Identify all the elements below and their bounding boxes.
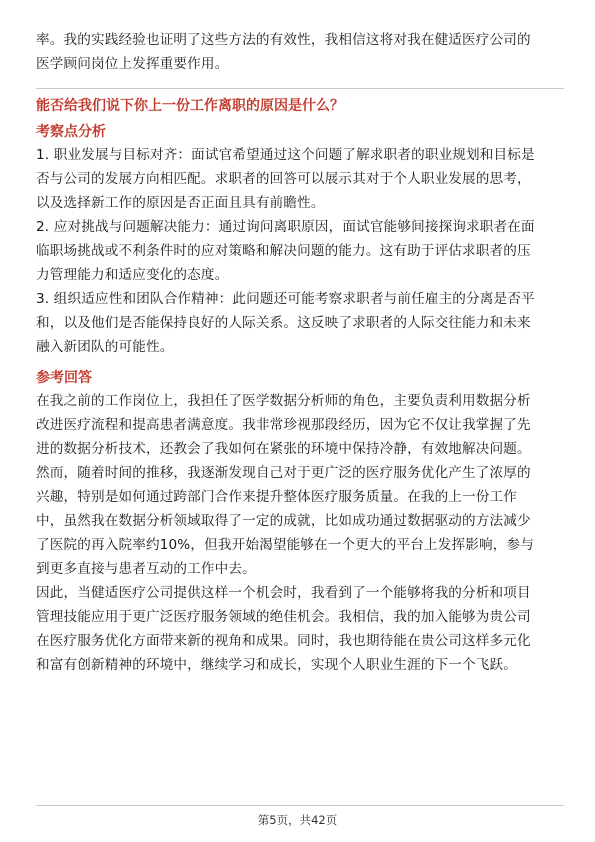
analysis-heading: 考察点分析 xyxy=(36,124,106,140)
text-line: 在医疗服务优化方面带来新的视角和成果。同时，我也期待能在贵公司这样多元化 xyxy=(36,633,531,649)
text-line: 临职场挑战或不利条件时的应对策略和解决问题的能力。这有助于评估求职者的压 xyxy=(36,243,531,259)
text-line: 3. 组织适应性和团队合作精神：此问题还可能考察求职者与前任雇主的分离是否平 xyxy=(36,291,535,307)
text-line: 中，虽然我在数据分析领域取得了一定的成就，比如成功通过数据驱动的方法减少 xyxy=(36,513,531,529)
footer-divider xyxy=(36,805,564,806)
text-line: 兴趣，特别是如何通过跨部门合作来提升整体医疗服务质量。在我的上一份工作 xyxy=(36,489,518,505)
text-line: 改进医疗流程和提高患者满意度。我非常珍视那段经历，因为它不仅让我掌握了先 xyxy=(36,417,531,433)
text-line: 然而，随着时间的推移，我逐渐发现自己对于更广泛的医疗服务优化产生了浓厚的 xyxy=(36,465,531,481)
page-number: 第5页，共42页 xyxy=(257,813,338,827)
text-line: 1. 职业发展与目标对齐：面试官希望通过这个问题了解求职者的职业规划和目标是 xyxy=(36,147,535,163)
text-line: 因此，当健适医疗公司提供这样一个机会时，我看到了一个能够将我的分析和项目 xyxy=(36,585,531,601)
text-line: 管理技能应用于更广泛医疗服务领域的绝佳机会。我相信，我的加入能够为贵公司 xyxy=(36,609,531,625)
text-line: 率。我的实践经验也证明了这些方法的有效性，我相信这将对我在健适医疗公司的 xyxy=(36,32,531,48)
analysis-body xyxy=(36,143,564,359)
answer-heading: 参考回答 xyxy=(36,370,92,386)
text-line: 力管理能力和适应变化的态度。 xyxy=(36,267,229,283)
intro-paragraph xyxy=(36,28,564,76)
text-line: 医学顾问岗位上发挥重要作用。 xyxy=(36,56,229,72)
text-line: 以及选择新工作的原因是否正面且具有前瞻性。 xyxy=(36,195,325,211)
text-line: 到更多直接与患者互动的工作中去。 xyxy=(36,561,256,577)
divider xyxy=(36,88,564,89)
text-line: 否与公司的发展方向相匹配。求职者的回答可以展示其对于个人职业发展的思考， xyxy=(36,171,531,187)
text-line: 了医院的再入院率约10%，但我开始渴望能够在一个更大的平台上发挥影响，参与 xyxy=(36,537,534,553)
text-line: 融入新团队的可能性。 xyxy=(36,339,174,355)
answer-body xyxy=(36,389,564,677)
text-line: 在我之前的工作岗位上，我担任了医学数据分析师的角色，主要负责利用数据分析 xyxy=(36,393,531,409)
text-line: 进的数据分析技术，还教会了我如何在紧张的环境中保持冷静，有效地解决问题。 xyxy=(36,441,531,457)
page-content xyxy=(36,28,564,677)
text-line: 2. 应对挑战与问题解决能力：通过询问离职原因，面试官能够间接探询求职者在面 xyxy=(36,219,535,235)
text-line: 和，以及他们是否能保持良好的人际关系。这反映了求职者的人际交往能力和未来 xyxy=(36,315,531,331)
question-heading: 能否给我们说下你上一份工作离职的原因是什么？ xyxy=(36,98,344,114)
text-line: 和富有创新精神的环境中，继续学习和成长，实现个人职业生涯的下一个飞跃。 xyxy=(36,657,518,673)
